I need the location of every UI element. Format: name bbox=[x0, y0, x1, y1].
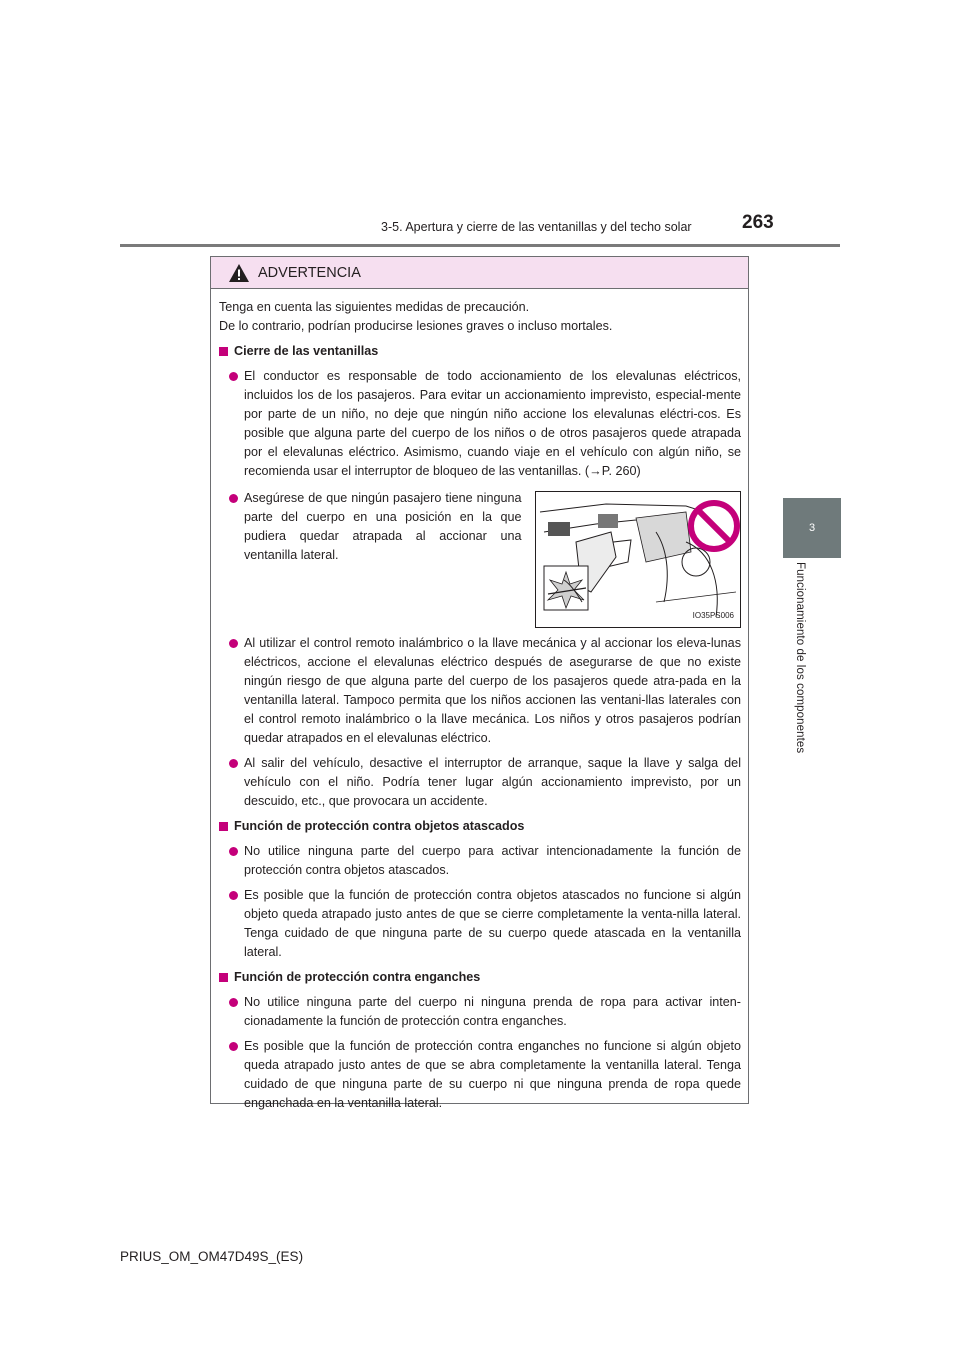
bullet-dot-icon bbox=[229, 998, 238, 1007]
intro-text bbox=[219, 298, 741, 336]
list-item: El conductor es responsable de todo accionamiento de los elevalunas eléctricos, incluidos los de los pasajeros. Para evitar un accionamiento imprevisto, especial-mente por parte de un niño, no deje que ningún niño accione los elevalunas eléctri-cos. Es posible que alguna parte del cuerpo de los niños o de otros pasajeros quede atrapada por el elevalunas eléctrico. Asimismo, cuando viaje en el vehículo con algún niño, se recomienda usar el interruptor de bloqueo de las ventanillas. (→P. 260) bbox=[219, 367, 741, 481]
section-heading: Cierre de las ventanillas bbox=[219, 342, 741, 361]
bullet-dot-icon bbox=[229, 372, 238, 381]
chapter-label: Funcionamiento de los componentes bbox=[794, 562, 806, 754]
page-number: 263 bbox=[742, 212, 774, 233]
section-heading: Función de protección contra objetos atascados bbox=[219, 817, 741, 836]
square-bullet-icon bbox=[219, 973, 228, 982]
bullet-dot-icon bbox=[229, 494, 238, 503]
illustration bbox=[535, 491, 741, 628]
intro-line-2: De lo contrario, podrían producirse lesiones graves o incluso mortales. bbox=[219, 319, 613, 333]
list-item: Al utilizar el control remoto inalámbrico o la llave mecánica y al accionar los eleva-lunas eléctricos, accione el elevalunas eléctrico después de asegurarse de que no existe ningún riesgo de que alguna parte del cuerpo de los pasajeros quede atra-pada en la ventanilla lateral. Tampoco permita que los niños accionen las ventani-llas laterales con el control remoto inalámbrico o la llave mecánica. Los niños y otros pasajeros podrían quedar atrapados en el elevalunas eléctrico. bbox=[219, 634, 741, 748]
bullet-dot-icon bbox=[229, 759, 238, 768]
list-item: No utilice ninguna parte del cuerpo para activar intencionadamente la función de protección contra objetos atascados. bbox=[219, 842, 741, 880]
chapter-tab bbox=[783, 498, 841, 558]
figure-row bbox=[219, 489, 741, 628]
list-item: Al salir del vehículo, desactive el interruptor de arranque, saque la llave y salga del vehículo con el niño. Podría tener lugar algún accionamiento imprevisto, por un descuido, etc., que provocara un accidente. bbox=[219, 754, 741, 811]
bullet-dot-icon bbox=[229, 847, 238, 856]
bullet-dot-icon bbox=[229, 1042, 238, 1051]
warning-title: ADVERTENCIA bbox=[258, 264, 361, 281]
list-item: No utilice ninguna parte del cuerpo ni ninguna prenda de ropa para activar inten-cionadamente la función de protección contra enganches. bbox=[219, 993, 741, 1031]
warning-box bbox=[210, 256, 749, 1110]
footer-code: PRIUS_OM_OM47D49S_(ES) bbox=[120, 1249, 304, 1264]
section-title: 3-5. Apertura y cierre de las ventanillas y del techo solar bbox=[381, 220, 692, 234]
header-rule bbox=[120, 244, 840, 247]
list-item: Asegúrese de que ningún pasajero tiene ninguna parte del cuerpo en una posición en la que pudiera quedar atrapada al accionar una ventanilla lateral. bbox=[219, 489, 521, 565]
figure-code: IO35PS006 bbox=[692, 611, 734, 620]
warning-icon bbox=[228, 263, 250, 283]
bullet-dot-icon bbox=[229, 891, 238, 900]
bullet-dot-icon bbox=[229, 639, 238, 648]
list-item: Es posible que la función de protección contra enganches no funcione si algún objeto queda atrapado justo antes de que se abra completamente la ventanilla lateral. Tenga cuidado de que ninguna parte de su cuerpo ni que ninguna prenda de ropa quede enganchada en la ventanilla lateral. bbox=[219, 1037, 741, 1113]
square-bullet-icon bbox=[219, 347, 228, 356]
warning-header bbox=[211, 257, 748, 289]
intro-line-1: Tenga en cuenta las siguientes medidas de precaución. bbox=[219, 300, 530, 314]
list-item: Es posible que la función de protección contra objetos atascados no funcione si algún objeto queda atrapado justo antes de que se cierre completamente la venta-nilla lateral. Tenga cuidado de que ninguna parte de su cuerpo quede atascada en la ventanilla lateral. bbox=[219, 886, 741, 962]
section-heading: Función de protección contra enganches bbox=[219, 968, 741, 987]
square-bullet-icon bbox=[219, 822, 228, 831]
chapter-tab-number: 3 bbox=[808, 522, 816, 534]
warning-body bbox=[211, 289, 748, 1113]
